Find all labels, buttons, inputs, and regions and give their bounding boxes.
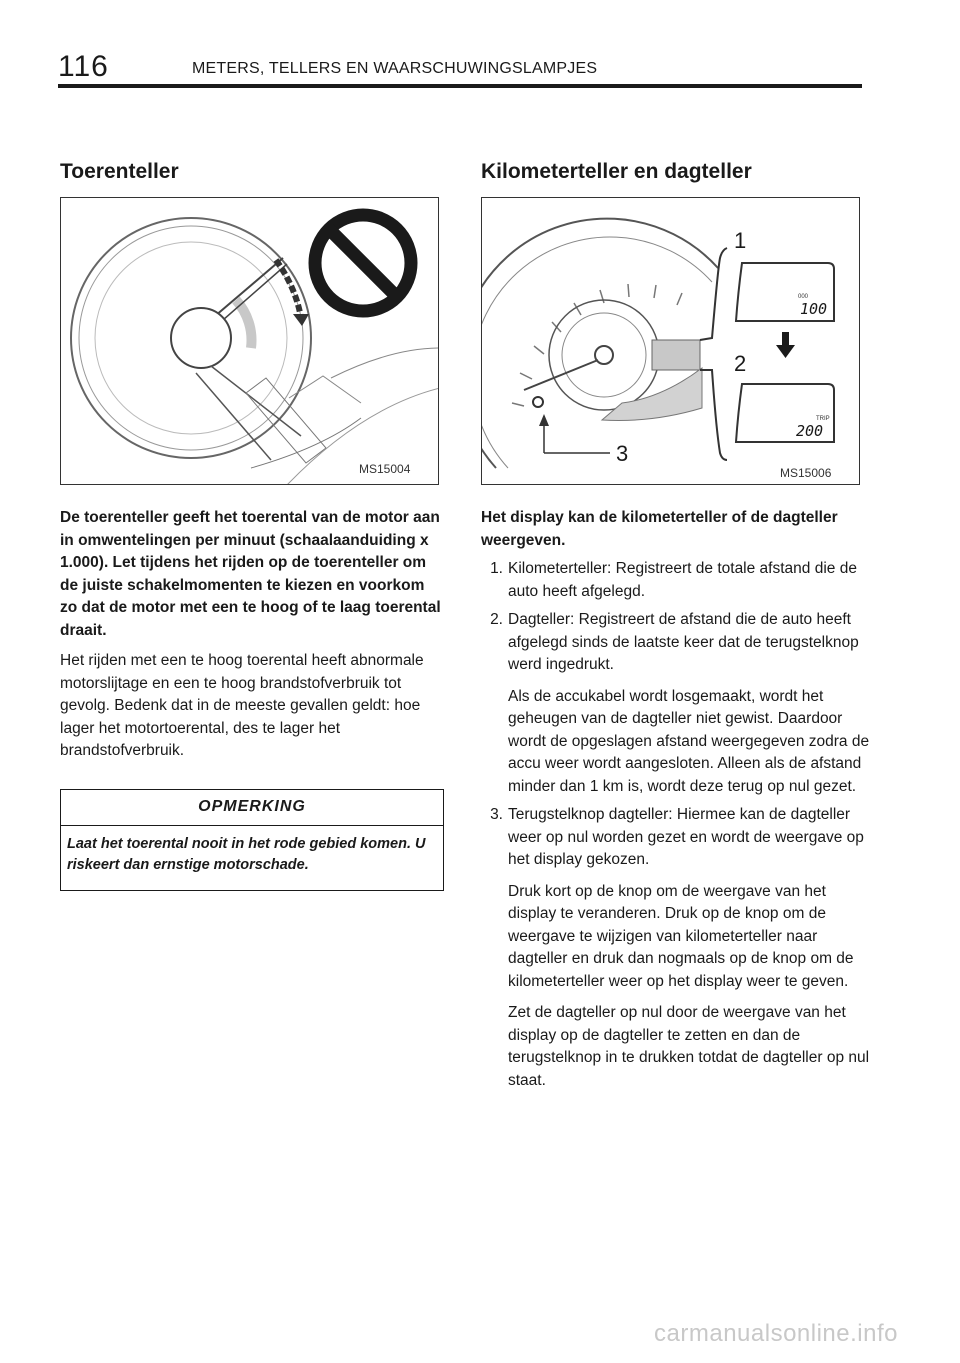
watermark: carmanualsonline.info: [654, 1320, 898, 1347]
list-item-subtext: Als de accukabel wordt losgemaakt, wordt het geheugen van de dagteller niet gewist. Daardoor wordt de opgeslagen afstand weergegeven zodra de accu weer wordt aangesloten. Alleen als de afstand minder dan 1 km is, wordt deze terug op nul gezet.: [508, 687, 870, 795]
tachometer-intro: De toerenteller geeft het toerental van de motor aan in omwentelingen per minuut (schaalaanduiding x 1.000). Let tijdens het rijden op de toerenteller om de juiste schakelmomenten te kiezen en voorkom zo dat de motor met een te hoog of te laag toerental draait.: [60, 509, 441, 639]
list-item-text: Terugstelknop dagteller: Hiermee kan de dagteller weer op nul worden gezet en wordt de weergave op het display gekozen.: [508, 806, 864, 868]
list-item-number: 3.: [490, 806, 503, 823]
display-bottom-small: TRIP: [816, 416, 830, 422]
list-item-subtext: Druk kort op de knop om de weergave van het display te veranderen. Druk op de knop om de weergave te wijzigen van kilometerteller naar dagteller en druk dan nogmaals op de knop om de kilometerteller weer op het display weer te geven.: [508, 882, 854, 990]
odometer-illustration: [481, 197, 860, 485]
odometer-figure-code: MS15006: [780, 466, 832, 480]
list-item: [481, 609, 871, 798]
page-number: 116: [58, 50, 109, 83]
tachometer-text: [60, 507, 445, 763]
note-text: Laat het toerental nooit in het rode gebied komen. U riskeert dan ernstige motorschade.: [67, 836, 426, 873]
tachometer-body: Het rijden met een te hoog toerental heeft abnormale motorslijtage en een te hoog brandstofverbruik tot gevolg. Bedenk dat in de meeste gevallen geldt: hoe lager het motortoerental, des te lager het brandstofverbruik.: [60, 652, 424, 759]
header-rule: [58, 84, 862, 88]
list-item: [481, 558, 871, 603]
running-header: METERS, TELLERS EN WAARSCHUWINGSLAMPJES: [192, 60, 598, 77]
list-item-number: 1.: [490, 560, 503, 577]
note-box: [60, 789, 444, 891]
display-top-value: 100: [800, 300, 828, 318]
callout-2: 2: [734, 351, 747, 376]
list-item-text: Kilometerteller: Registreert de totale afstand die de auto heeft afgelegd.: [508, 560, 857, 600]
odometer-list: [481, 558, 871, 1092]
tachometer-figure-code: MS15004: [359, 462, 411, 476]
list-item: [481, 804, 871, 1092]
list-item-text: Dagteller: Registreert de afstand die de auto heeft afgelegd sinds de laatste keer dat de terugstelknop werd ingedrukt.: [508, 611, 859, 673]
callout-3: 3: [616, 441, 629, 466]
odometer-text: [481, 507, 871, 1092]
display-bottom-value: 200: [796, 422, 824, 440]
callout-1: 1: [734, 228, 747, 253]
section-title-tachometer: Toerenteller: [60, 160, 179, 183]
odometer-intro: Het display kan de kilometerteller of de dagteller weergeven.: [481, 509, 838, 549]
tachometer-illustration: [60, 197, 439, 485]
display-top-small: 000: [798, 294, 809, 300]
section-title-odometer: Kilometerteller en dagteller: [481, 160, 752, 183]
list-item-subtext: Zet de dagteller op nul door de weergave van het display op de dagteller te zetten en dan de terugstelknop in te drukken totdat de dagteller op nul staat.: [508, 1004, 870, 1089]
note-title: OPMERKING: [198, 798, 306, 815]
list-item-number: 2.: [490, 611, 503, 628]
